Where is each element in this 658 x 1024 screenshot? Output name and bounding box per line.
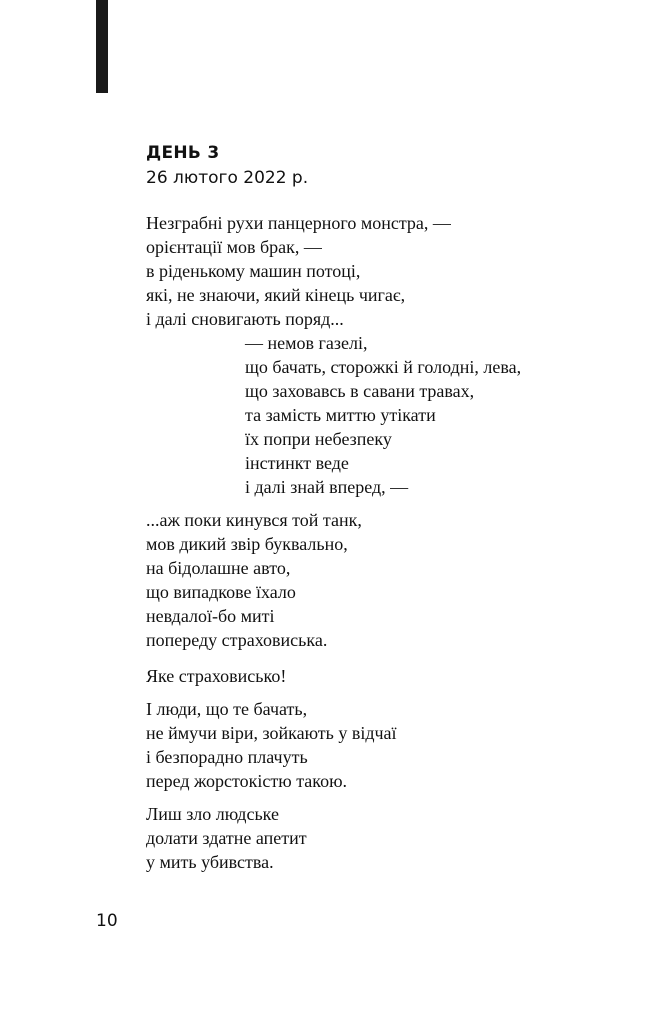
poem-line: у мить убивства. — [146, 852, 274, 872]
chapter-date: 26 лютого 2022 р. — [146, 168, 309, 188]
chapter-title: ДЕНЬ 3 — [146, 143, 220, 163]
poem-line: — немов газелі, — [245, 333, 368, 353]
poem-line: та замість миттю утікати — [245, 405, 436, 425]
poem-line: що заховавсь в савани травах, — [245, 381, 475, 401]
poem-line: Лиш зло людське — [146, 804, 279, 824]
poem-line: які, не знаючи, який кінець чигає, — [146, 285, 406, 305]
poem-line: орієнтації мов брак, — — [146, 237, 322, 257]
poem-line: попереду страховиська. — [146, 630, 328, 650]
poem-line: їх попри небезпеку — [245, 429, 392, 449]
poem-line: що випадкове їхало — [146, 582, 296, 602]
poem-line: і далі сновигають поряд... — [146, 309, 344, 329]
poem-line: на бідолашне авто, — [146, 558, 291, 578]
poem-line: перед жорстокістю такою. — [146, 771, 348, 791]
poem-line: невдалої-бо миті — [146, 606, 275, 626]
poem-line: не ймучи віри, зойкають у відчаї — [146, 723, 397, 743]
poem-line: в ріденькому машин потоці, — [146, 261, 361, 281]
poem-stanza-4 — [146, 664, 286, 688]
poem-stanza-5 — [146, 697, 397, 793]
chapter-marker-bar — [96, 0, 108, 93]
poem-line: мов дикий звір буквально, — [146, 534, 348, 554]
poem-line: ...аж поки кинувся той танк, — [146, 510, 362, 530]
page-number: 10 — [96, 911, 118, 931]
poem-line: Незграбні рухи панцерного монстра, — — [146, 213, 451, 233]
poem-line: і безпорадно плачуть — [146, 747, 308, 767]
poem-stanza-1 — [146, 211, 451, 331]
poem-line: І люди, що те бачать, — [146, 699, 308, 719]
poem-stanza-6 — [146, 802, 307, 874]
poem-stanza-3 — [146, 508, 362, 652]
poem-stanza-2 — [245, 331, 521, 499]
poem-line: інстинкт веде — [245, 453, 349, 473]
poem-line: що бачать, сторожкі й голодні, лева, — [245, 357, 522, 377]
poem-line: і далі знай вперед, — — [245, 477, 409, 497]
poem-line: долати здатне апетит — [146, 828, 307, 848]
poem-line: Яке страховисько! — [146, 666, 287, 686]
